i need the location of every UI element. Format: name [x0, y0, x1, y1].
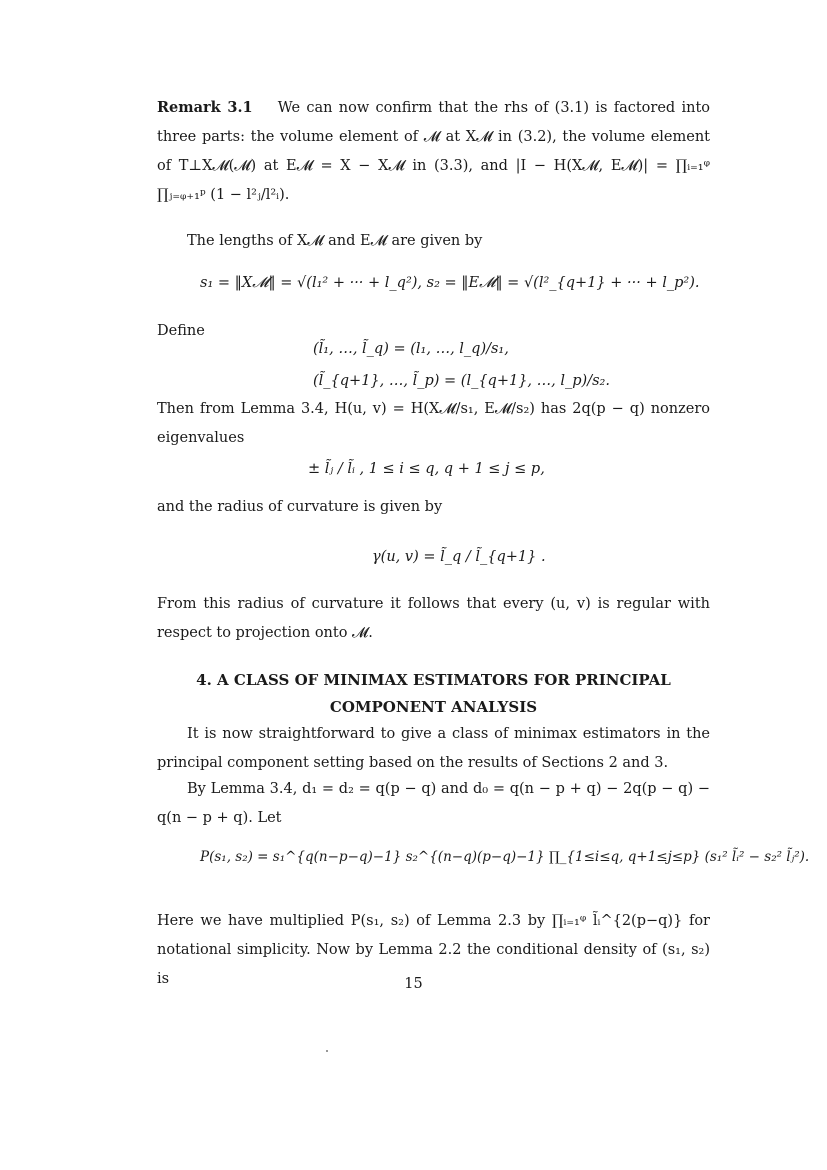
remark-text: We can now confirm that the rhs of (3.1) is factored into three parts: the volume element of 𝓜 at X𝓜 in (3.2), the volume element of T⊥X𝓜(𝓜) at E𝓜 = X − X𝓜 in (3.3), and |I − H(X𝓜, E𝓜)| = ∏ᵢ₌₁ᵠ ∏ⱼ₌ᵩ₊₁ᵖ (1 − l²ⱼ/l²ᵢ). [157, 100, 710, 203]
section-title-line-2: COMPONENT ANALYSIS [329, 698, 538, 716]
section-intro: It is now straightforward to give a class of minimax estimators in the principal component setting based on the results of Sections 2 and 3. [157, 726, 710, 771]
define-label: Define [157, 323, 205, 339]
lengths-text: The lengths of X𝓜 and E𝓜 are given by [187, 233, 483, 249]
equation-define-1: (l̃₁, …, l̃_q) = (l₁, …, l_q)/s₁, [313, 341, 509, 357]
radius-text: and the radius of curvature is given by [157, 499, 443, 515]
page-number: 15 [404, 976, 423, 992]
equation-define-2: (l̃_{q+1}, …, l̃_p) = (l_{q+1}, …, l_p)/s₂. [313, 373, 610, 389]
lemma-text: Then from Lemma 3.4, H(u, v) = H(X𝓜/s₁, E𝓜/s₂) has 2q(p − q) nonzero eigenvalues [157, 401, 710, 446]
equation-P: P(s₁, s₂) = s₁^{q(n−p−q)−1} s₂^{(n−q)(p−q)−1} ∏_{1≤i≤q, q+1≤j≤p} (s₁² l̃ᵢ² − s₂² l̃ⱼ²). [200, 849, 810, 865]
regular-text: From this radius of curvature it follows that every (u, v) is regular with respect to projection onto 𝓜. [157, 596, 710, 641]
equation-eigenvalues: ± l̃ⱼ / l̃ᵢ , 1 ≤ i ≤ q, q + 1 ≤ j ≤ p, [308, 461, 545, 477]
scan-speck [326, 1050, 328, 1052]
equation-radius: γ(u, v) = l̃_q / l̃_{q+1} . [372, 549, 546, 565]
lemma34-text: By Lemma 3.4, d₁ = d₂ = q(p − q) and d₀ = q(n − p + q) − 2q(p − q) − q(n − p + q). Let [157, 781, 710, 826]
here-text: Here we have multiplied P(s₁, s₂) of Lemma 2.3 by ∏ᵢ₌₁ᵠ l̃ᵢ^{2(p−q)} for notational simplicity. Now by Lemma 2.2 the conditional density of (s₁, s₂) is [157, 913, 710, 987]
section-title-line-1: 4. A CLASS OF MINIMAX ESTIMATORS FOR PRINCIPAL [196, 671, 671, 689]
section-heading [150, 667, 717, 721]
remark-paragraph [157, 93, 710, 210]
remark-label: Remark 3.1 [157, 99, 253, 116]
equation-lengths: s₁ = ‖X𝓜‖ = √(l₁² + ··· + l_q²), s₂ = ‖E𝓜‖ = √(l²_{q+1} + ··· + l_p²). [200, 275, 700, 291]
